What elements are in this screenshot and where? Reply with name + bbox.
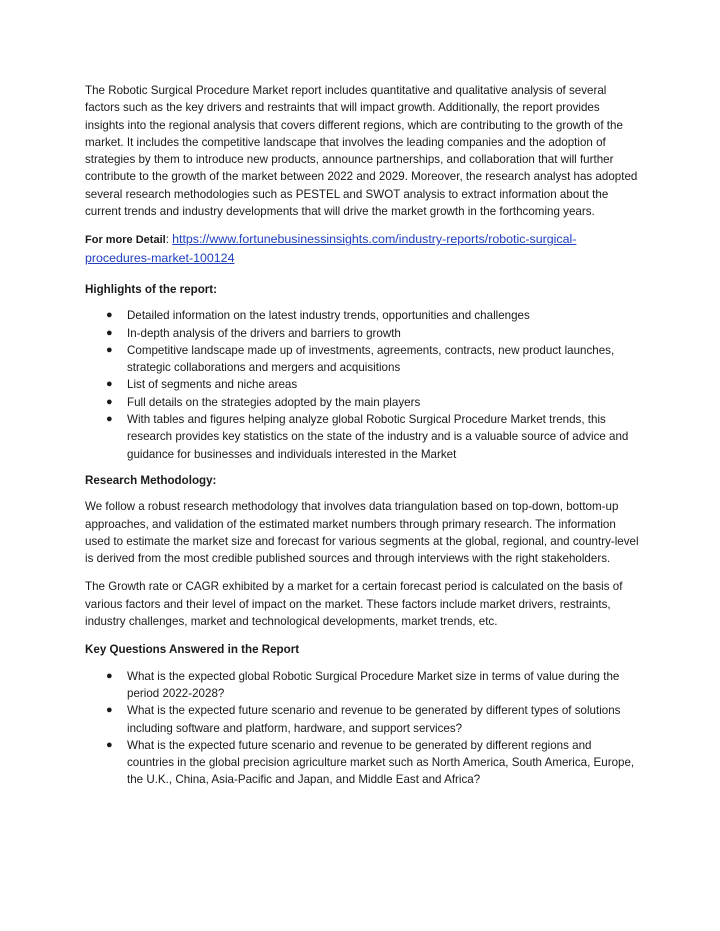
more-detail-line: For more Detail: https://www.fortunebusinessinsights.com/industry-reports/robotic-surgical-procedures-market-100124: [85, 232, 577, 265]
document-page: [85, 82, 641, 798]
bullet-icon: ●: [106, 738, 113, 751]
highlights-heading: Highlights of the report:: [85, 282, 218, 296]
methodology-paragraph-1: We follow a robust research methodology that involves data triangulation based on top-down, bottom-up approaches, and validation of the estimated market numbers through primary research. The information used to estimate the market size and forecast for various segments at the global, regional, and country-level is derived from the most credible published sources and through interviews with the right stakeholders.: [85, 500, 639, 566]
list-item: ● What is the expected future scenario and revenue to be generated by different regions and countries in the global precision agriculture market such as North America, South America, Europe, the U.K., China, Asia-Pacific and Japan, and Middle East and Africa?: [106, 738, 635, 787]
list-item: ● Competitive landscape made up of investments, agreements, contracts, new product launches, strategic collaborations and mergers and acquisitions: [106, 343, 615, 375]
bullet-icon: ●: [106, 704, 113, 717]
bullet-icon: ●: [106, 343, 113, 356]
list-item: ● What is the expected global Robotic Surgical Procedure Market size in terms of value during the period 2022-2028?: [106, 669, 620, 700]
list-item: ● Detailed information on the latest industry trends, opportunities and challenges: [127, 307, 641, 324]
bullet-icon: ●: [106, 413, 113, 426]
methodology-heading: Research Methodology:: [85, 473, 217, 487]
list-item: ● Full details on the strategies adopted by the main players: [127, 394, 641, 411]
list-item: ● List of segments and niche areas: [127, 376, 641, 393]
questions-list: [85, 668, 641, 789]
bullet-icon: ●: [106, 669, 113, 682]
bullet-icon: ●: [106, 395, 113, 408]
list-item: ● In-depth analysis of the drivers and barriers to growth: [127, 325, 641, 342]
intro-paragraph: The Robotic Surgical Procedure Market report includes quantitative and qualitative analysis of several factors such as the key drivers and restraints that will impact growth. Additionally, the report provides insights into the regional analysis that covers different regions, which are contributing to the growth of the market. It includes the competitive landscape that involves the leading companies and the adoption of strategies by them to introduce new products, announce partnerships, and collaboration that will further contribute to the growth of the market between 2022 and 2029. Moreover, the research analyst has adopted several research methodologies such as PESTEL and SWOT analysis to extract information about the current trends and industry developments that will drive the market growth in the forthcoming years.: [85, 84, 638, 219]
bullet-icon: ●: [106, 309, 113, 322]
bullet-icon: ●: [106, 378, 113, 391]
highlights-list: [85, 307, 641, 463]
more-detail-label: For more Detail: [85, 234, 166, 247]
bullet-icon: ●: [106, 326, 113, 339]
questions-heading: Key Questions Answered in the Report: [85, 643, 300, 657]
list-item: ● What is the expected future scenario and revenue to be generated by different types of solutions including software and platform, hardware, and support services?: [106, 704, 621, 735]
methodology-paragraph-2: The Growth rate or CAGR exhibited by a market for a certain forecast period is calculated on the basis of various factors and their level of impact on the market. These factors include market drivers, restraints, industry challenges, market and technological developments, market trends, etc.: [85, 580, 623, 629]
list-item: ● With tables and figures helping analyze global Robotic Surgical Procedure Market trends, this research provides key statistics on the state of the industry and is a valuable source of advice and guidance for businesses and individuals interested in the Market: [106, 413, 629, 461]
report-link[interactable]: https://www.fortunebusinessinsights.com/industry-reports/robotic-surgical-procedures-market-100124: [85, 232, 577, 265]
